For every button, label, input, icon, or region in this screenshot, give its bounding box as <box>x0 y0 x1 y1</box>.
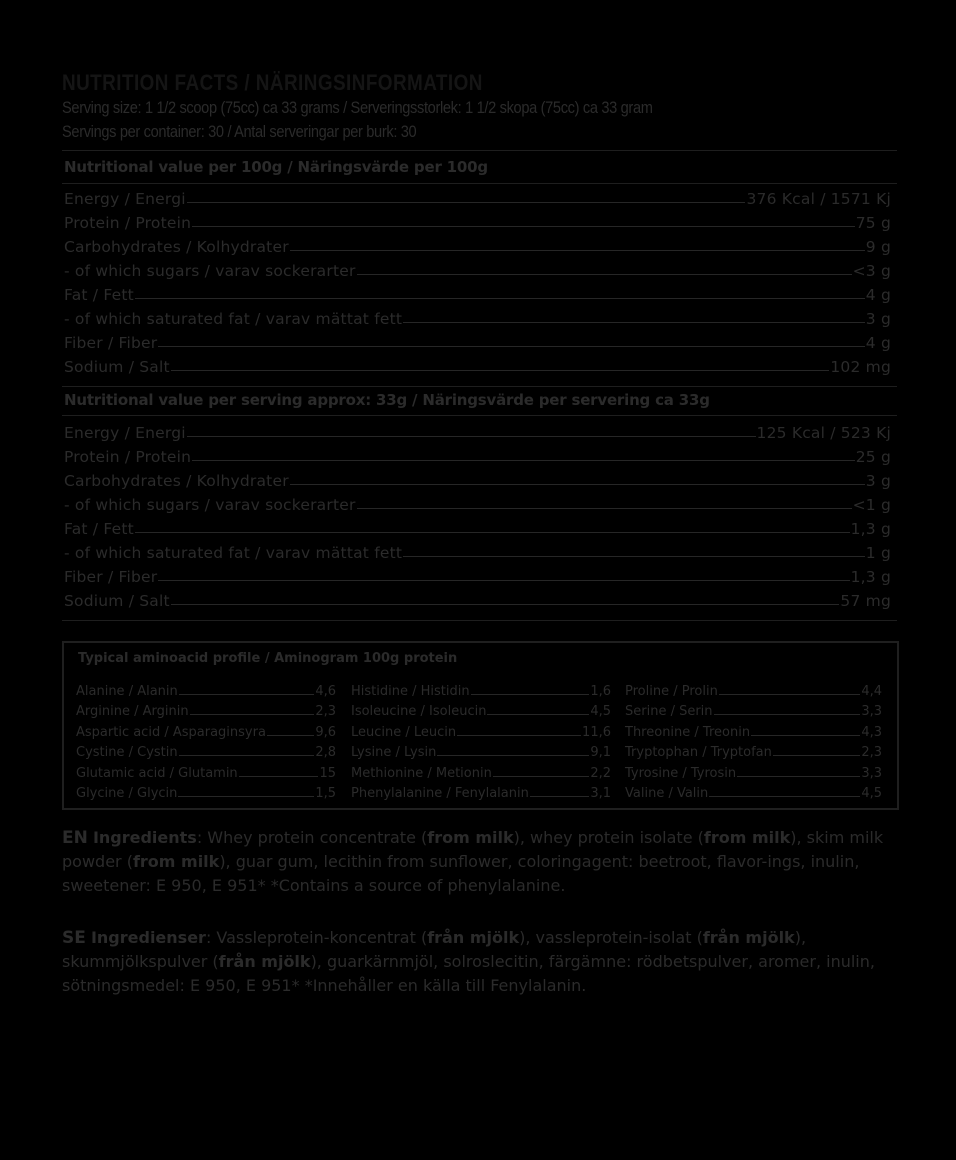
nutrient-value: 4 g <box>865 334 891 352</box>
nutrient-label: - of which saturated fat / varav mättat fett <box>64 544 403 562</box>
leader-line <box>751 735 860 736</box>
nutrient-label: Protein / Protein <box>64 448 192 466</box>
list-item <box>625 678 882 699</box>
leader-line <box>357 274 852 275</box>
ingredients-text: ), guar gum, lecithin from sunflower, coloringagent: beetroot, flavor-ings, inulin, sweetener: E 950, E 951* *Contains a source of phenylalanine. <box>62 852 860 895</box>
servings-per-container: Servings per container: 30 / Antal serveringar per burk: 30 <box>62 122 417 141</box>
list-item <box>351 760 611 781</box>
allergen: från mjölk <box>427 928 520 947</box>
amino-column-3 <box>625 678 882 801</box>
amino-value: 3,3 <box>861 704 882 719</box>
amino-column-2 <box>351 678 611 801</box>
amino-label: Threonine / Treonin <box>625 724 751 740</box>
serving-size: Serving size: 1 1/2 scoop (75cc) ca 33 grams / Serveringsstorlek: 1 1/2 skopa (75cc) ca 33 gram <box>62 98 653 117</box>
list-item <box>76 719 336 740</box>
leader-line <box>171 370 830 371</box>
aminoacid-heading: Typical aminoacid profile / Aminogram 100g protein <box>78 651 458 666</box>
nutrient-label: - of which sugars / varav sockerarter <box>64 496 356 514</box>
amino-label: Alanine / Alanin <box>76 683 178 699</box>
per100g-table <box>64 184 891 376</box>
list-item <box>76 678 336 699</box>
leader-line <box>709 796 860 797</box>
ingredients-en <box>62 826 902 898</box>
nutrient-value: 9 g <box>865 238 891 256</box>
nutrient-value: 376 Kcal / 1571 Kj <box>746 190 891 208</box>
list-item <box>625 781 882 802</box>
leader-line <box>471 694 590 695</box>
leader-line <box>457 735 581 736</box>
table-row <box>64 208 891 232</box>
amino-label: Aspartic acid / Asparaginsyra <box>76 724 266 740</box>
divider <box>62 150 897 151</box>
ingredients-se <box>62 926 902 998</box>
ingredients-text: : Whey protein concentrate ( <box>196 828 428 847</box>
amino-value: 4,6 <box>315 683 336 699</box>
amino-value: 11,6 <box>582 724 611 740</box>
amino-label: Proline / Prolin <box>625 683 718 699</box>
nutrient-value: <1 g <box>852 496 891 514</box>
per100g-heading: Nutritional value per 100g / Näringsvärde per 100g <box>64 158 488 176</box>
amino-column-1 <box>76 678 336 801</box>
amino-value: 3,1 <box>590 786 611 801</box>
list-item <box>351 781 611 802</box>
lang-code: EN <box>62 828 88 848</box>
table-row <box>64 304 891 328</box>
leader-line <box>719 694 860 695</box>
amino-value: 1,5 <box>315 786 336 801</box>
table-row <box>64 232 891 256</box>
divider <box>62 620 897 621</box>
amino-value: 3,3 <box>861 765 882 781</box>
allergen: från mjölk <box>218 952 311 971</box>
amino-value: 2,2 <box>590 765 611 781</box>
amino-value: 2,8 <box>315 745 336 760</box>
allergen: from milk <box>703 828 791 847</box>
table-row <box>64 538 891 562</box>
nutrient-label: Fat / Fett <box>64 520 134 538</box>
leader-line <box>267 735 314 736</box>
nutrient-value: <3 g <box>852 262 891 280</box>
table-row <box>64 442 891 466</box>
leader-line <box>290 250 865 251</box>
amino-label: Methionine / Metionin <box>351 765 492 781</box>
divider <box>62 415 897 416</box>
ingredients-label: Ingredients <box>92 828 197 847</box>
amino-value: 4,5 <box>861 786 882 801</box>
ingredients-text: ), vassleprotein-isolat ( <box>519 928 703 947</box>
amino-label: Valine / Valin <box>625 786 709 801</box>
leader-line <box>437 755 589 756</box>
list-item <box>76 740 336 761</box>
list-item <box>76 699 336 720</box>
per-serving-table <box>64 418 891 610</box>
per-serving-heading: Nutritional value per serving approx: 33g / Näringsvärde per servering ca 33g <box>64 391 710 409</box>
divider <box>62 386 897 387</box>
table-row <box>64 328 891 352</box>
amino-label: Serine / Serin <box>625 704 713 719</box>
list-item <box>76 781 336 802</box>
ingredients-text: ), skim milk powder ( <box>62 828 884 871</box>
nutrient-value: 125 Kcal / 523 Kj <box>756 424 891 442</box>
aminoacid-profile-box <box>62 641 899 810</box>
nutrient-label: Protein / Protein <box>64 214 192 232</box>
list-item <box>625 740 882 761</box>
leader-line <box>179 694 315 695</box>
amino-label: Glutamic acid / Glutamin <box>76 765 238 781</box>
table-row <box>64 280 891 304</box>
amino-label: Arginine / Arginin <box>76 704 189 719</box>
list-item <box>351 678 611 699</box>
amino-label: Glycine / Glycin <box>76 786 178 801</box>
amino-label: Lysine / Lysin <box>351 745 437 760</box>
nutrient-label: Fiber / Fiber <box>64 334 158 352</box>
table-row <box>64 256 891 280</box>
leader-line <box>737 776 860 777</box>
leader-line <box>158 346 864 347</box>
amino-label: Histidine / Histidin <box>351 683 470 699</box>
leader-line <box>493 776 589 777</box>
ingredients-text: ), guarkärnmjöl, solroslecitin, färgämne: rödbetspulver, aromer, inulin, sötningsmedel: E 950, E 951* *Innehåller en källa till Fenylalanin. <box>62 952 875 995</box>
leader-line <box>357 508 852 509</box>
leader-line <box>487 714 589 715</box>
allergen: from milk <box>132 852 220 871</box>
nutrient-label: Energy / Energi <box>64 424 186 442</box>
list-item <box>351 719 611 740</box>
allergen: from milk <box>427 828 514 847</box>
leader-line <box>187 436 756 437</box>
nutrient-value: 25 g <box>855 448 891 466</box>
leader-line <box>135 532 850 533</box>
amino-value: 4,3 <box>861 724 882 740</box>
table-row <box>64 586 891 610</box>
nutrient-value: 3 g <box>865 472 891 490</box>
nutrient-value: 3 g <box>865 310 891 328</box>
allergen: från mjölk <box>702 928 795 947</box>
amino-value: 9,1 <box>590 745 611 760</box>
nutrient-label: Carbohydrates / Kolhydrater <box>64 472 289 490</box>
amino-value: 15 <box>319 765 336 781</box>
leader-line <box>403 556 865 557</box>
leader-line <box>187 202 746 203</box>
ingredients-text: : Vassleprotein-koncentrat ( <box>205 928 428 947</box>
leader-line <box>135 298 865 299</box>
leader-line <box>192 226 855 227</box>
amino-label: Tyrosine / Tyrosin <box>625 765 737 781</box>
nutrient-label: Fat / Fett <box>64 286 134 304</box>
table-row <box>64 514 891 538</box>
leader-line <box>190 714 315 715</box>
list-item <box>625 760 882 781</box>
lang-code: SE <box>62 928 86 948</box>
leader-line <box>403 322 865 323</box>
page-title: NUTRITION FACTS / NÄRINGSINFORMATION <box>62 70 483 95</box>
list-item <box>351 699 611 720</box>
list-item <box>351 740 611 761</box>
leader-line <box>714 714 861 715</box>
table-row <box>64 490 891 514</box>
amino-value: 4,4 <box>861 683 882 699</box>
leader-line <box>239 776 319 777</box>
nutrient-value: 4 g <box>865 286 891 304</box>
nutrient-value: 1,3 g <box>850 568 891 586</box>
table-row <box>64 184 891 208</box>
leader-line <box>171 604 840 605</box>
table-row <box>64 418 891 442</box>
leader-line <box>773 755 860 756</box>
amino-value: 4,5 <box>590 704 611 719</box>
amino-label: Cystine / Cystin <box>76 745 178 760</box>
nutrient-label: - of which sugars / varav sockerarter <box>64 262 356 280</box>
amino-label: Isoleucine / Isoleucin <box>351 704 487 719</box>
leader-line <box>290 484 865 485</box>
nutrient-label: Sodium / Salt <box>64 358 170 376</box>
amino-label: Leucine / Leucin <box>351 724 457 740</box>
nutrient-label: - of which saturated fat / varav mättat fett <box>64 310 403 328</box>
list-item <box>76 760 336 781</box>
nutrient-value: 102 mg <box>830 358 891 376</box>
leader-line <box>179 755 315 756</box>
nutrient-label: Carbohydrates / Kolhydrater <box>64 238 289 256</box>
leader-line <box>158 580 849 581</box>
nutrient-value: 57 mg <box>840 592 891 610</box>
nutrient-value: 75 g <box>855 214 891 232</box>
nutrient-value: 1,3 g <box>850 520 891 538</box>
table-row <box>64 352 891 376</box>
leader-line <box>530 796 589 797</box>
leader-line <box>192 460 855 461</box>
amino-value: 9,6 <box>315 724 336 740</box>
list-item <box>625 699 882 720</box>
nutrient-label: Sodium / Salt <box>64 592 170 610</box>
amino-value: 1,6 <box>590 683 611 699</box>
amino-label: Phenylalanine / Fenylalanin <box>351 786 529 801</box>
ingredients-label: Ingredienser <box>90 928 206 947</box>
ingredients-text: ), whey protein isolate ( <box>513 828 704 847</box>
amino-value: 2,3 <box>315 704 336 719</box>
leader-line <box>178 796 314 797</box>
table-row <box>64 562 891 586</box>
amino-label: Tryptophan / Tryptofan <box>625 745 772 760</box>
nutrient-label: Energy / Energi <box>64 190 186 208</box>
nutrient-label: Fiber / Fiber <box>64 568 158 586</box>
ingredients-text: ), skummjölkspulver ( <box>62 928 807 971</box>
nutrient-value: 1 g <box>865 544 891 562</box>
list-item <box>625 719 882 740</box>
table-row <box>64 466 891 490</box>
amino-value: 2,3 <box>861 745 882 760</box>
